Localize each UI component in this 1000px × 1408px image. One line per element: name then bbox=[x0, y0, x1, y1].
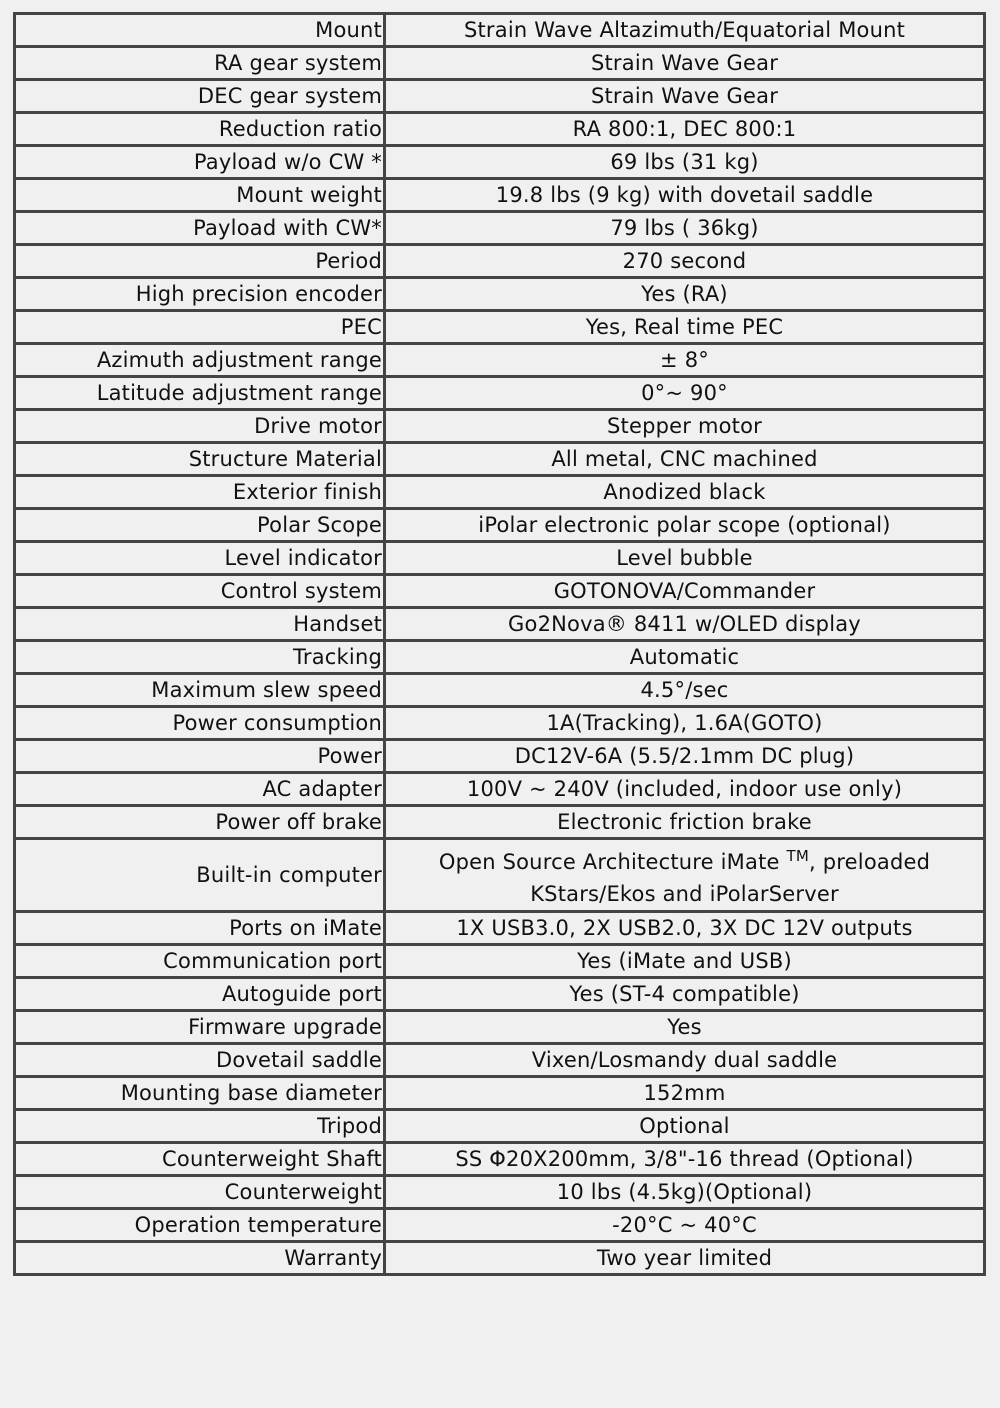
spec-value-line1: Open Source Architecture iMate bbox=[438, 850, 780, 874]
spec-value: 0°~ 90° bbox=[385, 377, 985, 410]
spec-value: Strain Wave Gear bbox=[385, 47, 985, 80]
spec-value: Level bubble bbox=[385, 542, 985, 575]
spec-table-body bbox=[15, 14, 985, 1275]
spec-value: 100V ~ 240V (included, indoor use only) bbox=[385, 773, 985, 806]
spec-label: Payload w/o CW * bbox=[15, 146, 385, 179]
spec-value: Yes bbox=[385, 1011, 985, 1044]
spec-value bbox=[385, 839, 985, 912]
spec-value: Strain Wave Altazimuth/Equatorial Mount bbox=[385, 14, 985, 47]
spec-value: RA 800:1, DEC 800:1 bbox=[385, 113, 985, 146]
table-row bbox=[15, 1209, 985, 1242]
spec-label: Power bbox=[15, 740, 385, 773]
spec-value: 69 lbs (31 kg) bbox=[385, 146, 985, 179]
spec-label: PEC bbox=[15, 311, 385, 344]
table-row bbox=[15, 674, 985, 707]
spec-label: Payload with CW* bbox=[15, 212, 385, 245]
spec-label: Tripod bbox=[15, 1110, 385, 1143]
table-row bbox=[15, 113, 985, 146]
spec-value: SS Φ20X200mm, 3/8"-16 thread (Optional) bbox=[385, 1143, 985, 1176]
spec-label: Mount weight bbox=[15, 179, 385, 212]
table-row bbox=[15, 806, 985, 839]
spec-value: Anodized black bbox=[385, 476, 985, 509]
table-row bbox=[15, 1242, 985, 1275]
table-row bbox=[15, 47, 985, 80]
table-row bbox=[15, 179, 985, 212]
spec-label: High precision encoder bbox=[15, 278, 385, 311]
spec-value: Electronic friction brake bbox=[385, 806, 985, 839]
table-row bbox=[15, 476, 985, 509]
spec-label: Latitude adjustment range bbox=[15, 377, 385, 410]
spec-value: Yes (RA) bbox=[385, 278, 985, 311]
spec-value: All metal, CNC machined bbox=[385, 443, 985, 476]
spec-value: 1A(Tracking), 1.6A(GOTO) bbox=[385, 707, 985, 740]
table-row bbox=[15, 443, 985, 476]
spec-label: Counterweight bbox=[15, 1176, 385, 1209]
spec-label: Dovetail saddle bbox=[15, 1044, 385, 1077]
spec-value: Yes, Real time PEC bbox=[385, 311, 985, 344]
spec-value: ± 8° bbox=[385, 344, 985, 377]
table-row bbox=[15, 978, 985, 1011]
table-row bbox=[15, 839, 985, 912]
spec-value: Vixen/Losmandy dual saddle bbox=[385, 1044, 985, 1077]
table-row bbox=[15, 542, 985, 575]
spec-label: Mount bbox=[15, 14, 385, 47]
table-row bbox=[15, 945, 985, 978]
table-row bbox=[15, 1011, 985, 1044]
spec-value: iPolar electronic polar scope (optional) bbox=[385, 509, 985, 542]
spec-value: GOTONOVA/Commander bbox=[385, 575, 985, 608]
spec-label: Level indicator bbox=[15, 542, 385, 575]
spec-label: Drive motor bbox=[15, 410, 385, 443]
table-row bbox=[15, 1044, 985, 1077]
spec-label: Autoguide port bbox=[15, 978, 385, 1011]
spec-label: Operation temperature bbox=[15, 1209, 385, 1242]
spec-label: Handset bbox=[15, 608, 385, 641]
spec-label: Tracking bbox=[15, 641, 385, 674]
table-row bbox=[15, 1143, 985, 1176]
table-row bbox=[15, 80, 985, 113]
table-row bbox=[15, 278, 985, 311]
table-row bbox=[15, 212, 985, 245]
spec-label: RA gear system bbox=[15, 47, 385, 80]
spec-label: Warranty bbox=[15, 1242, 385, 1275]
spec-label: Structure Material bbox=[15, 443, 385, 476]
spec-value: Stepper motor bbox=[385, 410, 985, 443]
spec-value: Optional bbox=[385, 1110, 985, 1143]
table-row bbox=[15, 245, 985, 278]
table-row bbox=[15, 14, 985, 47]
spec-label: Power off brake bbox=[15, 806, 385, 839]
table-row bbox=[15, 311, 985, 344]
spec-value: -20°C ~ 40°C bbox=[385, 1209, 985, 1242]
spec-value: Go2Nova® 8411 w/OLED display bbox=[385, 608, 985, 641]
trademark-mark: TM bbox=[786, 847, 810, 865]
spec-label: Counterweight Shaft bbox=[15, 1143, 385, 1176]
spec-label: Built-in computer bbox=[15, 839, 385, 912]
spec-label: DEC gear system bbox=[15, 80, 385, 113]
table-row bbox=[15, 1176, 985, 1209]
spec-label: Exterior finish bbox=[15, 476, 385, 509]
table-row bbox=[15, 707, 985, 740]
table-row bbox=[15, 146, 985, 179]
spec-value: 270 second bbox=[385, 245, 985, 278]
table-row bbox=[15, 740, 985, 773]
spec-value: 4.5°/sec bbox=[385, 674, 985, 707]
spec-value: Yes (ST-4 compatible) bbox=[385, 978, 985, 1011]
spec-value-line1-end: , preloaded bbox=[809, 850, 931, 874]
spec-table bbox=[13, 12, 986, 1276]
table-row bbox=[15, 410, 985, 443]
spec-value-line2: KStars/Ekos and iPolarServer bbox=[530, 882, 839, 906]
spec-value: 152mm bbox=[385, 1077, 985, 1110]
table-row bbox=[15, 608, 985, 641]
spec-value: Two year limited bbox=[385, 1242, 985, 1275]
spec-label: Polar Scope bbox=[15, 509, 385, 542]
table-row bbox=[15, 575, 985, 608]
spec-value: DC12V-6A (5.5/2.1mm DC plug) bbox=[385, 740, 985, 773]
spec-label: Firmware upgrade bbox=[15, 1011, 385, 1044]
spec-label: Reduction ratio bbox=[15, 113, 385, 146]
spec-label: AC adapter bbox=[15, 773, 385, 806]
spec-value: Strain Wave Gear bbox=[385, 80, 985, 113]
spec-label: Communication port bbox=[15, 945, 385, 978]
spec-label: Power consumption bbox=[15, 707, 385, 740]
table-row bbox=[15, 344, 985, 377]
table-row bbox=[15, 509, 985, 542]
spec-value: Automatic bbox=[385, 641, 985, 674]
spec-value: 79 lbs ( 36kg) bbox=[385, 212, 985, 245]
spec-label: Azimuth adjustment range bbox=[15, 344, 385, 377]
table-row bbox=[15, 912, 985, 945]
spec-value: 19.8 lbs (9 kg) with dovetail saddle bbox=[385, 179, 985, 212]
table-row bbox=[15, 641, 985, 674]
spec-label: Mounting base diameter bbox=[15, 1077, 385, 1110]
spec-label: Period bbox=[15, 245, 385, 278]
table-row bbox=[15, 377, 985, 410]
spec-value: 10 lbs (4.5kg)(Optional) bbox=[385, 1176, 985, 1209]
spec-label: Ports on iMate bbox=[15, 912, 385, 945]
spec-label: Maximum slew speed bbox=[15, 674, 385, 707]
table-row bbox=[15, 1077, 985, 1110]
spec-label: Control system bbox=[15, 575, 385, 608]
spec-value: Yes (iMate and USB) bbox=[385, 945, 985, 978]
spec-value: 1X USB3.0, 2X USB2.0, 3X DC 12V outputs bbox=[385, 912, 985, 945]
table-row bbox=[15, 773, 985, 806]
table-row bbox=[15, 1110, 985, 1143]
